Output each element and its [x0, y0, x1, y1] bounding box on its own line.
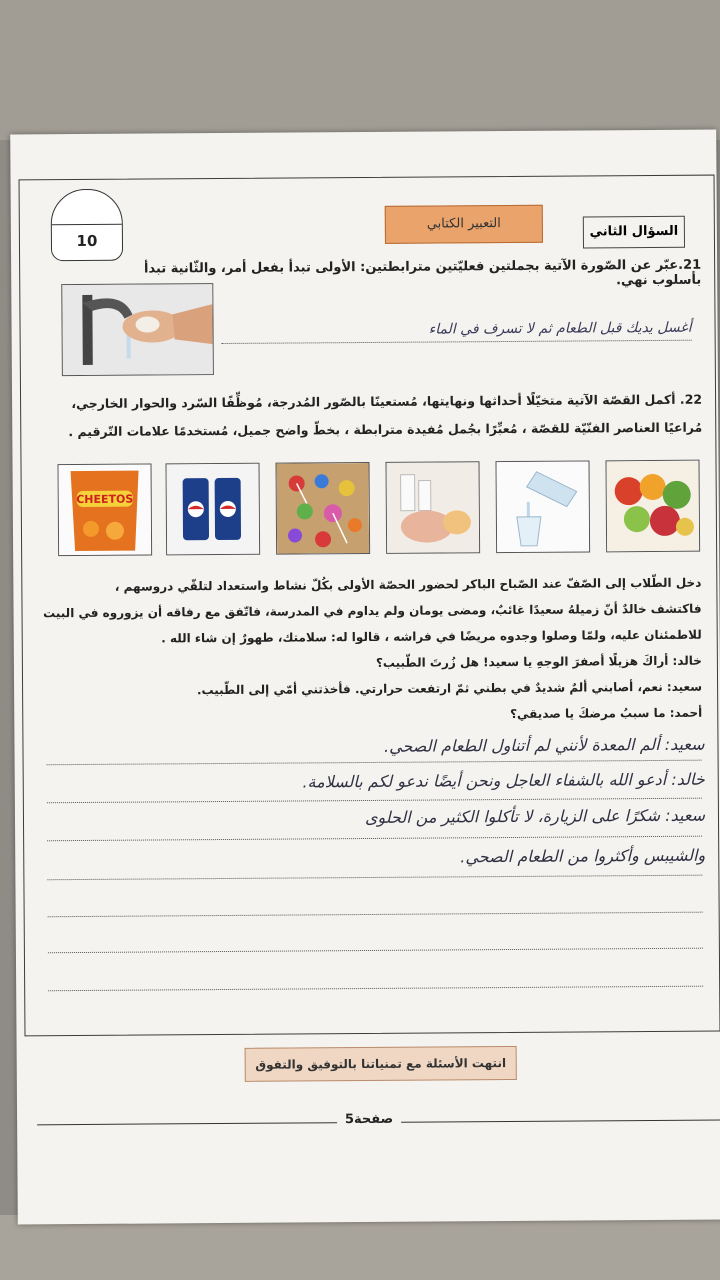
handwritten-line: والشيبس وأكثروا من الطعام الصحي. [460, 845, 706, 867]
story-line: للاطمئنان عليه، ولمّا وصلوا وجدوه مريضًا في فراشه ، قالوا له: سلامتك، طهورٌ إن شاء الله . [161, 627, 702, 646]
background-top [0, 0, 720, 140]
story-line: خالد: أراكَ هزيلًا أصفرَ الوجهِ يا سعيد! هل زُرتَ الطّبيب؟ [375, 653, 702, 670]
footer-rule-right [401, 1120, 720, 1123]
score-value: 10 [76, 231, 98, 251]
story-line: فاكتشف خالدٌ أنّ زميلهُ سعيدًا غائبٌ، ومضى يومان ولم يداوم في المدرسة، فاتّفق مع رفاقه أن يزوروه في البيت [43, 601, 702, 621]
answer-21: أغسل يديك قبل الطعام ثم لا تسرف في الماء [222, 320, 692, 344]
worksheet-page [10, 130, 720, 1225]
end-message: انتهت الأسئلة مع تمنياتنا بالتوفيق والتفوق [245, 1046, 517, 1082]
question-22-line2: مُراعيًا العناصر الفنّيّة للقصّة ، مُعبِّرًا بجُمل مُفيدة مترابطة ، بخطّ واضح جميل، مُستخدمًا علامات التّرقيم . [68, 419, 703, 440]
handwritten-line: سعيد: ألم المعدة لأنني لم أتناول الطعام الصحي. [383, 734, 705, 756]
worksheet-frame [19, 175, 720, 1037]
footer-rule-left [37, 1122, 337, 1125]
handwritten-line: سعيد: شكرًا على الزيارة، لا تأكلوا الكثير من الحلوى [364, 805, 706, 828]
question-22-line1: 22. أكمل القصّة الآتية متخيّلًا أحداثها ونهايتها، مُستعينًا بالصّور المُدرجة، مُوظِّفًا السّرد والحوار الخارجي، [71, 391, 703, 412]
question-21-text: 21.عبّر عن الصّورة الآتية بجملتين فعليّتين مترابطتين: الأولى تبدأ بفعل أمر، والثّانية تبدأ بأسلوب نهي. [143, 257, 702, 289]
story-line: أحمد: ما سببُ مرضكَ يا صديقي؟ [509, 705, 703, 722]
svg-text:CHEETOS: CHEETOS [76, 492, 134, 507]
story-line: دخل الطّلاب إلى الصّفّ عند الصّباح الباكر لحضور الحصّة الأولى بكُلّ نشاط واستعداد لتلقّي دروسهم ، [114, 575, 702, 594]
section-title: التعبير الكتابي [385, 205, 543, 244]
background-bottom [0, 1215, 720, 1280]
question-label: السؤال الثاني [583, 216, 685, 249]
page-number: صفحة5 [339, 1112, 399, 1127]
story-line: سعيد: نعم، أصابني ألمٌ شديدٌ في بطني ثمّ ارتفعت حرارتي. فأخذتني أمّي إلى الطّبيب. [196, 679, 703, 698]
handwritten-line: خالد: أدعو الله بالشفاء العاجل ونحن أيضًا ندعو لكم بالسلامة. [302, 769, 705, 792]
